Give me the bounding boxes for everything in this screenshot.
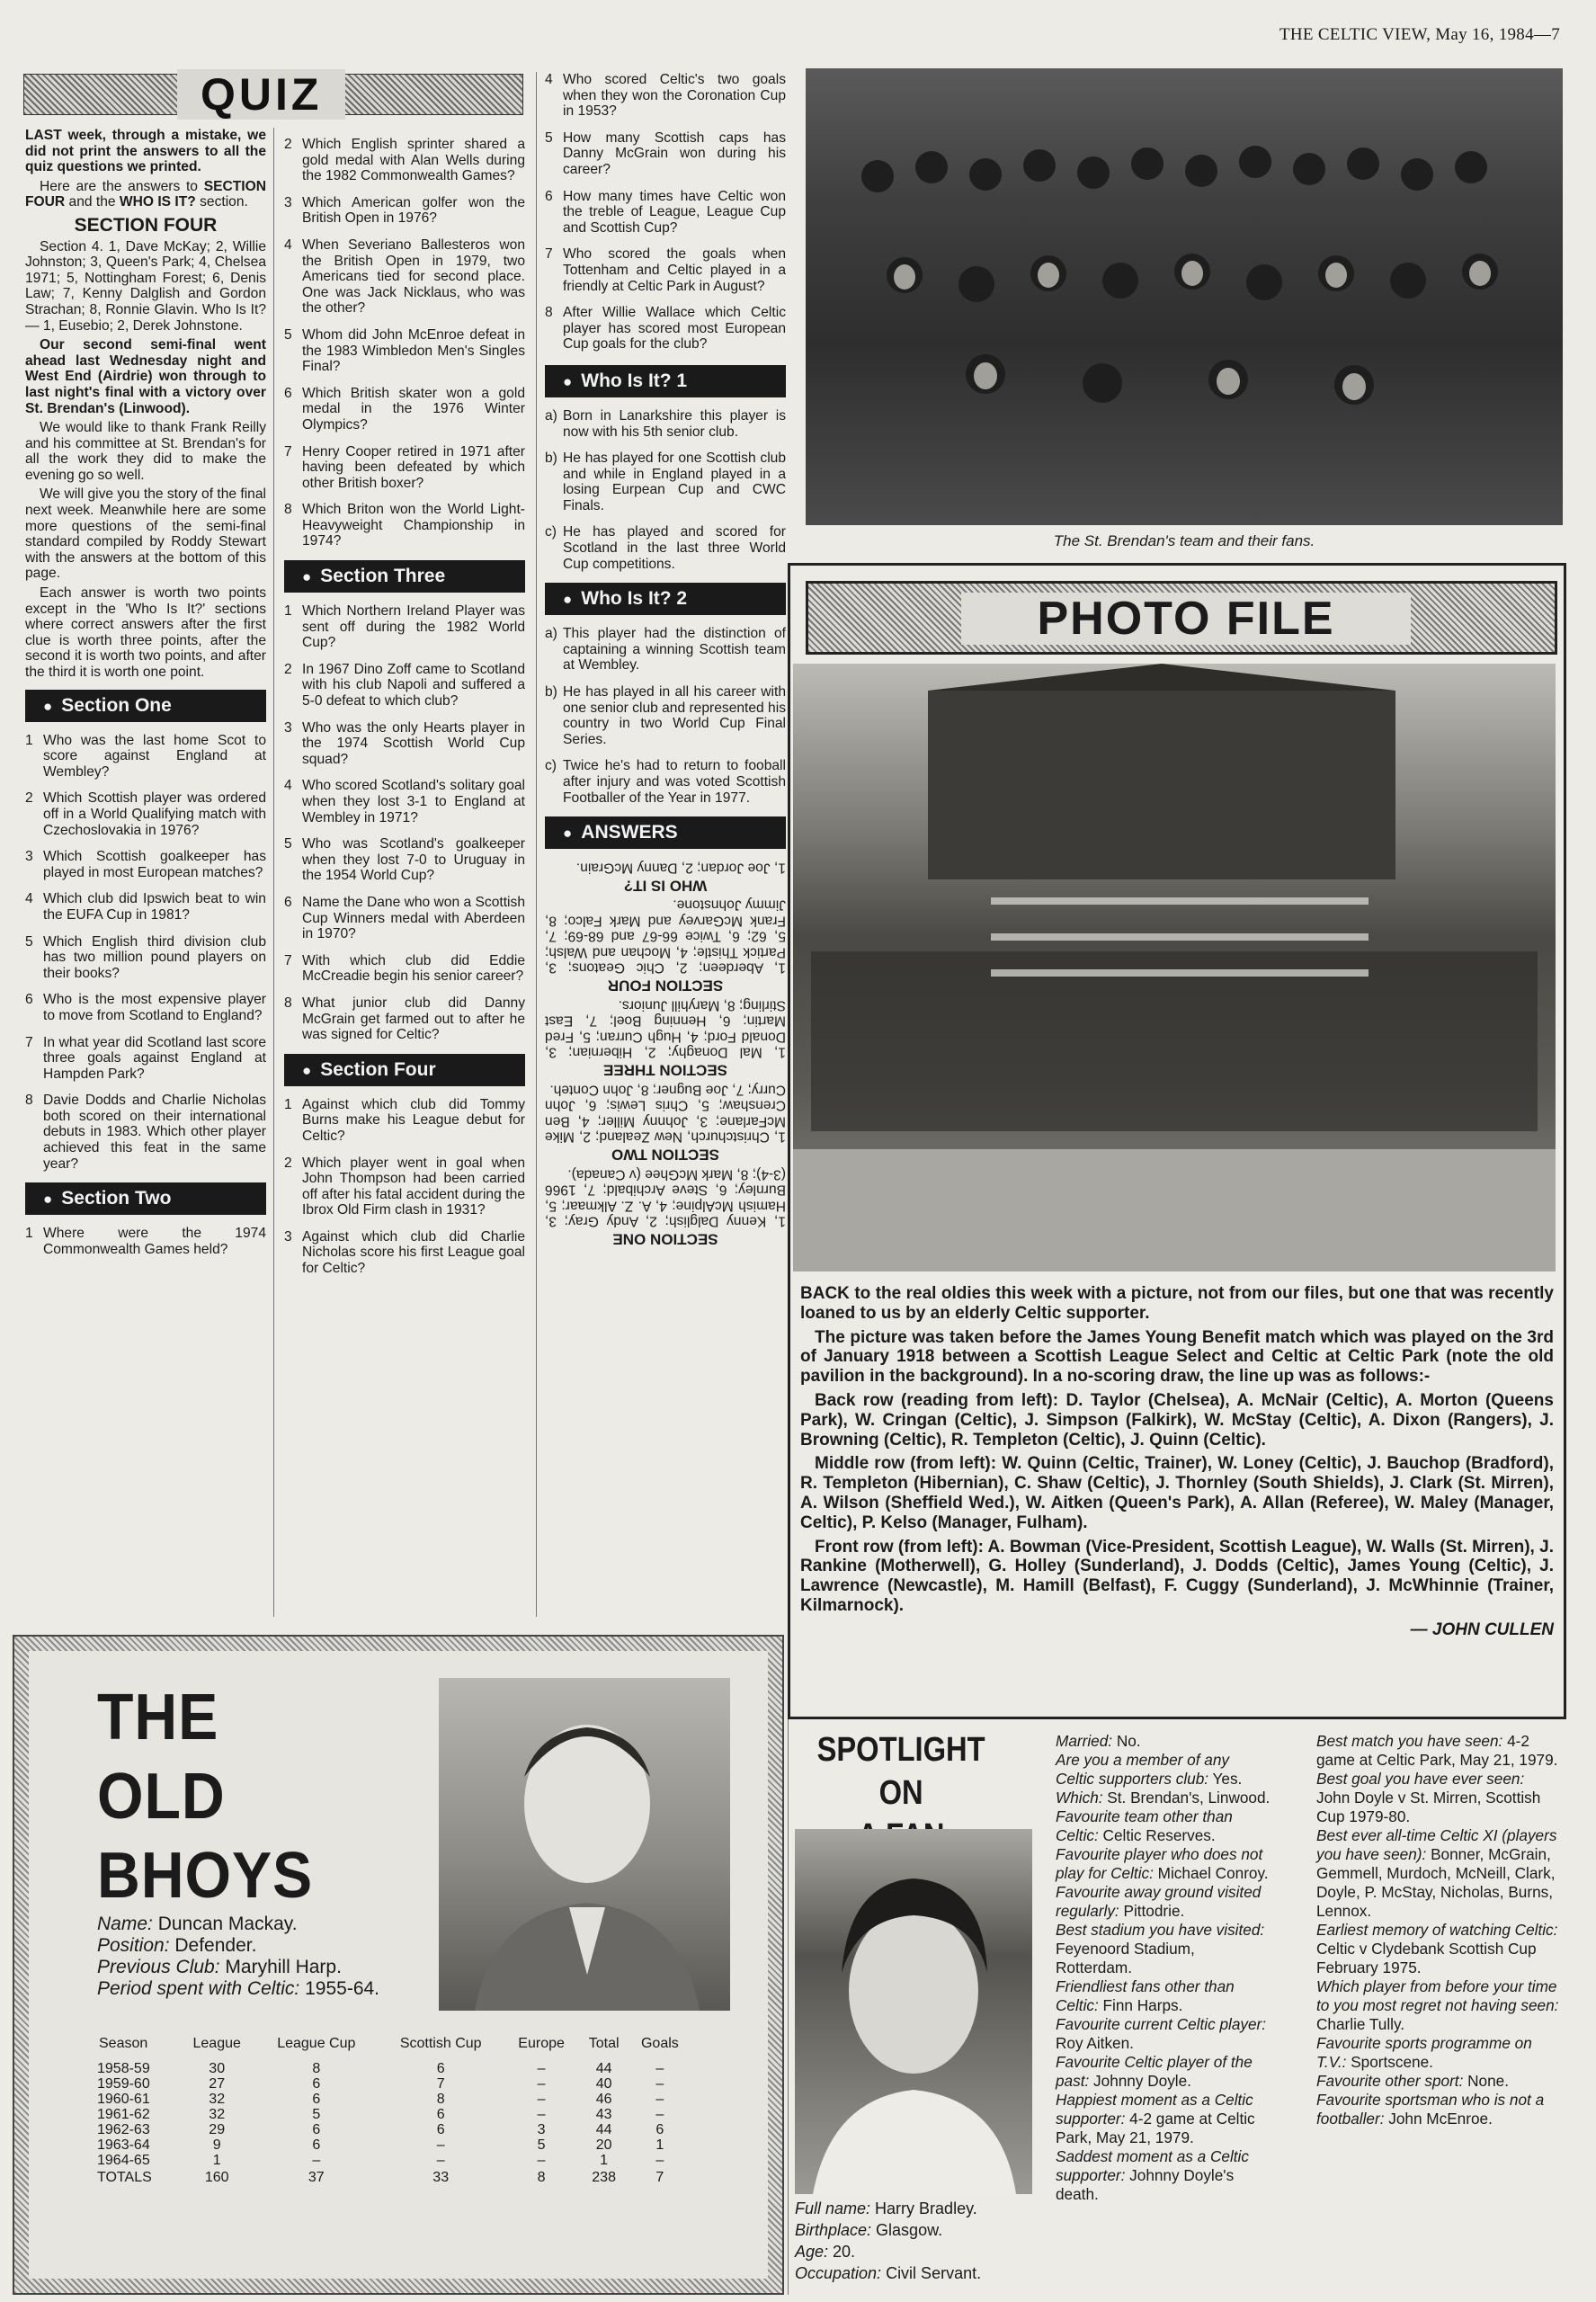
section-four-answers: Section 4. 1, Dave McKay; 2, Willie Johnston; 3, Queen's Park; 4, Chelsea 1971; 5, Nottingham Forest; 6, Denis Law; 7, Kenny Dalglish and Gordon Strachan; 8, Ronnie Glavin. Who Is It? — 1, Eusebio; 2, Derek Johnstone.	[25, 238, 266, 334]
quiz-question: 6 Name the Dane who won a Scottish Cup Winners medal with Aberdeen in 1970?	[284, 894, 525, 942]
quiz-question: 2 Which player went in goal when John Thompson had been carried off after his fatal accident during the Ibrox Old Firm clash in 1931?	[284, 1155, 525, 1218]
quiz-question: 7 With which club did Eddie McCreadie begin his senior career?	[284, 952, 525, 985]
stats-cell: –	[655, 2092, 664, 2107]
team-photo-caption: The St. Brendan's team and their fans.	[1053, 532, 1315, 549]
stats-cell: –	[537, 2076, 546, 2092]
thanks-text: We would like to thank Frank Reilly and his committee at St. Brendan's for all the work they did to make the evening go so well.	[25, 420, 266, 483]
team-photo	[806, 68, 1563, 525]
stats-total-cell: 8	[537, 2170, 546, 2185]
quiz-intro-2: Here are the answers to SECTION FOUR and the WHO IS IT? section.	[25, 178, 266, 210]
points-text: Each answer is worth two points except in the 'Who Is It?' sections where correct answers after the first clue is worth three points, after the second it is worth two points, and after the third it is worth one point.	[25, 585, 266, 680]
quiz-question: 4 Who scored Celtic's two goals when they won the Coronation Cup in 1953?	[545, 72, 786, 120]
answers-bar: ● ANSWERS	[545, 816, 786, 849]
stats-total-cell: 33	[432, 2170, 450, 2185]
photo-file-banner	[806, 581, 1557, 655]
fan-age: Age: 20.	[795, 2243, 856, 2261]
stats-cell: 40	[595, 2076, 612, 2092]
stats-cell: –	[655, 2061, 664, 2076]
quiz-question: 2 In 1967 Dino Zoff came to Scotland with his club Napoli and suffered a 5-0 defeat to which club?	[284, 661, 525, 709]
quiz-column-2	[284, 137, 525, 1288]
quiz-question: 1 Which Northern Ireland Player was sent off during the 1982 World Cup?	[284, 603, 525, 651]
historic-team-photo-figures	[793, 664, 1556, 1271]
fan-qa-item: Best stadium you have visited: Feyenoord Stadium, Rotterdam.	[1056, 1921, 1265, 1976]
player-portrait	[439, 1678, 730, 2011]
stats-cell: 43	[595, 2107, 612, 2122]
stats-cell: 30	[209, 2061, 226, 2076]
answers-who-is-it: 1, Joe Jordan; 2, Danny McGrain.	[575, 860, 786, 876]
quiz-question: 1 Where were the 1974 Commonwealth Games held?	[25, 1226, 266, 1257]
stats-cell: –	[537, 2061, 546, 2076]
answers-upside-down	[545, 860, 786, 1247]
team-photo-figures	[806, 68, 1563, 525]
quiz-banner	[23, 69, 523, 120]
stats-header-cell: Scottish Cup	[399, 2036, 482, 2051]
stats-header-cell: Season	[99, 2036, 148, 2051]
fan-qa-item: Favourite current Celtic player: Roy Aitken.	[1056, 2015, 1267, 2052]
stats-cell: –	[655, 2153, 664, 2168]
quiz-question: 7 Who scored the goals when Tottenham and Celtic played in a friendly at Celtic Park in August?	[545, 246, 786, 294]
stats-cell: 7	[436, 2076, 445, 2092]
stats-total-cell: 238	[592, 2170, 616, 2185]
quiz-question: 8 What junior club did Danny McGrain get farmed out to after he was signed for Celtic?	[284, 995, 525, 1043]
fan-qa-item: Which: St. Brendan's, Linwood.	[1056, 1789, 1271, 1807]
old-bhoys-title: THE OLD BHOYS	[97, 1682, 314, 1912]
stats-cell: 32	[209, 2092, 226, 2107]
fan-qa-item: Favourite other sport: None.	[1316, 2072, 1509, 2090]
quiz-title: QUIZ	[177, 69, 345, 120]
quiz-question: 7 Henry Cooper retired in 1971 after having been defeated by which other British boxer?	[284, 443, 525, 491]
section-one-bar: ● Section One	[25, 690, 266, 722]
stats-cell: 1	[655, 2137, 664, 2153]
quiz-intro: LAST week, through a mistake, we did not print the answers to all the quiz questions we printed.	[25, 128, 266, 175]
stats-cell: 6	[312, 2137, 321, 2153]
stats-cell: 32	[209, 2107, 226, 2122]
fan-full-name: Full name: Harry Bradley.	[795, 2199, 977, 2217]
stats-total-cell: TOTALS	[97, 2170, 152, 2185]
section-four-answers-heading: SECTION FOUR	[74, 214, 218, 236]
quiz-question: b) He has played for one Scottish club and while in England played in a losing Eurpean Cup and CWC Finals.	[545, 451, 786, 513]
section-four-bar: ● Section Four	[284, 1054, 525, 1086]
stats-cell: –	[537, 2153, 546, 2168]
section-two-list	[284, 137, 525, 549]
column-divider	[536, 72, 537, 1617]
quiz-question: 4 When Severiano Ballesteros won the British Open in 1979, two Americans tied for second place. One was Jack Nicklaus, who was the other?	[284, 236, 525, 317]
stats-header-cell: Total	[588, 2036, 620, 2051]
fan-qa-item: Favourite team other than Celtic: Celtic Reserves.	[1056, 1807, 1233, 1844]
stats-cell: 1962-63	[97, 2122, 150, 2137]
stats-cell: 6	[436, 2061, 445, 2076]
quiz-question: 2 Which Scottish player was ordered off in a World Qualifying match with Czechoslovakia in 1976?	[25, 790, 266, 838]
fan-portrait-figure	[795, 1829, 1032, 2194]
stats-cell: 6	[655, 2122, 664, 2137]
quiz-question: 4 Which club did Ipswich beat to win the EUFA Cup in 1981?	[25, 891, 266, 923]
stats-cell: 46	[595, 2092, 612, 2107]
story-text: We will give you the story of the final next week. Meanwhile here are some more questions of the semi-final standard compiled by Roddy Stewart with the answers at the bottom of this page.	[25, 486, 266, 582]
quiz-question: c) Twice he's had to return to fooball after injury and was voted Scottish Footballer of the Year in 1977.	[545, 758, 786, 806]
semi-final-text: Our second semi-final went ahead last Wednesday night and West End (Airdrie) won through to last night's final with a victory over St. Brendan's (Linwood).	[25, 337, 266, 416]
who-is-it-1-list	[545, 408, 786, 572]
player-position: Position: Defender.	[97, 1935, 257, 1956]
player-portrait-figure	[439, 1678, 730, 2011]
fan-birthplace: Birthplace: Glasgow.	[795, 2221, 943, 2239]
stats-cell: 6	[436, 2122, 445, 2137]
quiz-question: c) He has played and scored for Scotland in the last three World Cup competitions.	[545, 524, 786, 572]
section-four-list	[284, 1097, 525, 1277]
fan-qa-item: Favourite sports programme on T.V.: Sportscene.	[1316, 2034, 1532, 2071]
stats-cell: –	[312, 2153, 321, 2168]
fan-answers-column-2	[1316, 1732, 1559, 2128]
stats-header-cell: Goals	[640, 2036, 679, 2051]
answers-who-is-it-heading: WHO IS IT?	[623, 877, 708, 895]
stats-cell: 1	[600, 2153, 609, 2168]
fan-qa-item: Which player from before your time to you most regret not having seen: Charlie Tully.	[1316, 1977, 1559, 2033]
stats-cell: 1963-64	[97, 2137, 150, 2153]
answers-section-three: 1, Mal Donaghy; 2, Hibernian; 3, Donald Ford; 4, Hugh Curran; 5, Fred Martin; 6, Henning Boel; 7, East Stirling; 8, Maryhill Juniors.	[545, 997, 786, 1061]
quiz-question: 2 Which English sprinter shared a gold medal with Alan Wells during the 1982 Commonwealth Games?	[284, 137, 525, 184]
fan-details	[795, 2198, 981, 2284]
stats-total-cell: 7	[655, 2170, 664, 2185]
quiz-question: 8 After Willie Wallace which Celtic player has scored most European Cup goals for the club?	[545, 305, 786, 352]
stats-cell: –	[436, 2137, 445, 2153]
section-four-list-continued	[545, 72, 786, 352]
stats-total-row	[97, 2168, 691, 2185]
stats-row	[97, 2122, 691, 2137]
fan-answers-column-1	[1056, 1732, 1271, 2204]
answers-section-three-heading: SECTION THREE	[603, 1061, 727, 1079]
section-three-bar: ● Section Three	[284, 560, 525, 593]
quiz-column-3	[545, 72, 786, 1251]
section-three-list	[284, 603, 525, 1043]
stats-row	[97, 2061, 691, 2076]
photo-file-title: PHOTO FILE	[961, 593, 1411, 645]
stats-cell: 6	[312, 2092, 321, 2107]
fan-qa-item: Married: No.	[1056, 1732, 1141, 1750]
column-divider	[273, 128, 274, 1617]
answers-section-one-heading: SECTION ONE	[612, 1230, 718, 1248]
stats-row	[97, 2107, 691, 2122]
player-name: Name: Duncan Mackay.	[97, 1914, 298, 1934]
stats-cell: 3	[537, 2122, 546, 2137]
player-previous-club: Previous Club: Maryhill Harp.	[97, 1957, 342, 1977]
stats-cell: –	[537, 2107, 546, 2122]
answers-section-one: 1, Kenny Dalglish; 2, Andy Gray; 3, Hamish McAlpine; 4, A. Z. Alkmaar; 5, Burnley; 6, Steve Archibald; 7, 1966 (3-4); 8, Mark McGhee (v Canada).	[545, 1166, 786, 1230]
stats-cell: –	[436, 2153, 445, 2168]
stats-cell: –	[537, 2092, 546, 2107]
stats-cell: 1959-60	[97, 2076, 150, 2092]
fan-qa-item: Favourite away ground visited regularly: Pittodrie.	[1056, 1883, 1262, 1920]
fan-qa-item: Favourite player who does not play for Celtic: Michael Conroy.	[1056, 1845, 1269, 1882]
stats-cell: 6	[436, 2107, 445, 2122]
stats-cell: 1958-59	[97, 2061, 150, 2076]
quiz-question: 3 Which American golfer won the British Open in 1976?	[284, 194, 525, 227]
quiz-question: 3 Who was the only Hearts player in the 1974 Scottish World Cup squad?	[284, 719, 525, 767]
quiz-question: 1 Who was the last home Scot to score against England at Wembley?	[25, 732, 266, 780]
stats-cell: 1964-65	[97, 2153, 150, 2168]
who-is-it-2-bar: ● Who Is It? 2	[545, 583, 786, 615]
section-two-list-start	[25, 1226, 266, 1257]
stats-cell: 6	[312, 2076, 321, 2092]
photo-file-intro: BACK to the real oldies this week with a picture, not from our files, but one that was recently loaned to us by an elderly Celtic supporter.	[800, 1284, 1554, 1323]
photo-file-middle-row: Middle row (from left): W. Quinn (Celtic, Trainer), W. Loney (Celtic), J. Bauchop (Bradford), R. Templeton (Hibernian), C. Shaw (Celtic), J. Thornley (South Shields), J. Clark (St. Mirren), A. Wilson (Sheffield Wed.), W. Aitken (Queen's Park), A. Allan (Referee), W. Maley (Manager, Celtic), P. Kelso (Manager, Fulham).	[800, 1454, 1554, 1532]
photo-file-front-row: Front row (from left): A. Bowman (Vice-President, Scottish League), W. Walls (St. Mirren), J. Rankine (Motherwell), G. Holley (Sunderland), J. Dodds (Celtic), James Young (Celtic), J. Lawrence (Newcastle), M. Hamill (Belfast), F. Cuggy (Sunderland), J. McWhinnie (Trainer, Kilmarnock).	[800, 1537, 1554, 1615]
quiz-question: 7 In what year did Scotland last score three goals against England at Hampden Park?	[25, 1034, 266, 1082]
section-one-list	[25, 733, 266, 1173]
who-is-it-2-list	[545, 626, 786, 806]
stats-cell: 1	[212, 2153, 221, 2168]
stats-cell: 27	[209, 2076, 226, 2092]
stats-row	[97, 2137, 691, 2153]
stats-cell: 44	[595, 2061, 612, 2076]
fan-portrait	[795, 1829, 1032, 2194]
fan-qa-item: Best ever all-time Celtic XI (players you have seen): Bonner, McGrain, Gemmell, Murdoch, McNeill, Clark, Doyle, P. McStay, Nicholas, Burns, Lennox.	[1316, 1826, 1557, 1920]
stats-cell: 44	[595, 2122, 612, 2137]
quiz-question: 1 Against which club did Tommy Burns make his League debut for Celtic?	[284, 1096, 525, 1144]
stats-header-cell: League	[192, 2036, 241, 2051]
stats-total-cell: 160	[204, 2170, 229, 2185]
stats-cell: 9	[212, 2137, 221, 2153]
fan-qa-item: Are you a member of any Celtic supporters club: Yes.	[1056, 1751, 1243, 1788]
fan-occupation: Occupation: Civil Servant.	[795, 2264, 982, 2282]
quiz-question: 5 Which English third division club has two million pound players on their books?	[25, 933, 266, 981]
fan-qa-item: Happiest moment as a Celtic supporter: 4-2 game at Celtic Park, May 21, 1979.	[1056, 2091, 1255, 2146]
masthead: THE CELTIC VIEW, May 16, 1984—7	[1279, 25, 1560, 44]
stats-cell: 29	[209, 2122, 226, 2137]
quiz-question: 6 Which British skater won a gold medal in the 1976 Winter Olympics?	[284, 385, 525, 433]
stats-row	[97, 2153, 691, 2168]
fan-qa-item: Friendliest fans other than Celtic: Finn Harps.	[1056, 1977, 1235, 2014]
quiz-question: 6 Who is the most expensive player to move from Scotland to England?	[25, 992, 266, 1023]
stats-cell: 6	[312, 2122, 321, 2137]
stats-row	[97, 2076, 691, 2092]
quiz-question: a) Born in Lanarkshire this player is now with his 5th senior club.	[545, 407, 786, 440]
player-info	[97, 1914, 379, 2000]
who-is-it-1-bar: ● Who Is It? 1	[545, 365, 786, 397]
historic-team-photo	[793, 664, 1556, 1271]
quiz-question: 3 Which Scottish goalkeeper has played in most European matches?	[25, 849, 266, 880]
quiz-question: b) He has played in all his career with one senior club and represented his country in two World Cup Final Series.	[545, 684, 786, 747]
player-period: Period spent with Celtic: 1955-64.	[97, 1978, 380, 1999]
stats-total-cell: 37	[308, 2170, 325, 2185]
photo-file-back-row: Back row (reading from left): D. Taylor (Chelsea), A. McNair (Celtic), A. Morton (Queens Park), W. Cringan (Celtic), J. Simpson (Falkirk), W. McStay (Celtic), A. Dixon (Rangers), J. Browning (Celtic), R. Templeton (Celtic), J. Quinn (Celtic).	[800, 1390, 1554, 1450]
stats-cell: –	[655, 2107, 664, 2122]
stats-cell: 1960-61	[97, 2092, 150, 2107]
photo-file-byline: — JOHN CULLEN	[1410, 1619, 1554, 1639]
answers-section-two-heading: SECTION TWO	[611, 1146, 719, 1164]
stats-header-row	[97, 2036, 691, 2061]
stats-cell: 5	[312, 2107, 321, 2122]
fan-qa-item: Earliest memory of watching Celtic: Celtic v Clydebank Scottish Cup February 1975.	[1316, 1921, 1558, 1976]
stats-header-cell: Europe	[518, 2036, 565, 2051]
section-two-bar: ● Section Two	[25, 1182, 266, 1215]
fan-qa-item: Best match you have seen: 4-2 game at Celtic Park, May 21, 1979.	[1316, 1732, 1558, 1769]
fan-qa-item: Best goal you have ever seen: John Doyle v St. Mirren, Scottish Cup 1979-80.	[1316, 1770, 1541, 1825]
photo-file-text	[800, 1284, 1554, 1645]
quiz-question: 4 Who scored Scotland's solitary goal when they lost 3-1 to England at Wembley in 1971?	[284, 778, 525, 825]
stats-cell: 8	[312, 2061, 321, 2076]
stats-cell: 8	[436, 2092, 445, 2107]
photo-file-context: The picture was taken before the James Young Benefit match which was played on the 3rd of January 1918 between a Scottish League Select and Celtic at Celtic Park (note the old pavilion in the background). In a no-scoring draw, the line up was as follows:-	[800, 1327, 1554, 1387]
quiz-question: 6 How many times have Celtic won the treble of League, League Cup and Scottish Cup?	[545, 188, 786, 236]
stats-header-cell: League Cup	[277, 2036, 356, 2051]
answers-section-four: 1, Aberdeen; 2, Chic Geatons; 3, Partick Thistle; 4, Mochan and Walsh; 5, 62; 6, Twice 66-67 and 68-69; 7, Frank McGarvey and Mark Falco; 8, Jimmy Johnstone.	[545, 897, 786, 977]
quiz-question: 5 Who was Scotland's goalkeeper when they lost 7-0 to Uruguay in the 1954 World Cup?	[284, 836, 525, 884]
quiz-question: 8 Davie Dodds and Charlie Nicholas both scored on their international debuts in 1983. Which other player achieved this feat in the same year?	[25, 1093, 266, 1172]
stats-cell: 1961-62	[97, 2107, 150, 2122]
stats-cell: 5	[537, 2137, 546, 2153]
spotlight-title: SPOTLIGHT ON	[816, 1731, 985, 1812]
stats-cell: 20	[595, 2137, 612, 2153]
fan-qa-item: Favourite sportsman who is not a footballer: John McEnroe.	[1316, 2091, 1545, 2128]
stats-cell: –	[655, 2076, 664, 2092]
quiz-question: 8 Which Briton won the World Light-Heavyweight Championship in 1974?	[284, 502, 525, 549]
quiz-column-1	[25, 128, 266, 1268]
player-stats-table	[97, 2036, 691, 2185]
quiz-question: 5 How many Scottish caps has Danny McGrain won during his career?	[545, 129, 786, 177]
quiz-question: 5 Whom did John McEnroe defeat in the 1983 Wimbledon Men's Singles Final?	[284, 326, 525, 375]
fan-qa-item: Saddest moment as a Celtic supporter: Johnny Doyle's death.	[1056, 2147, 1249, 2203]
answers-section-four-heading: SECTION FOUR	[607, 977, 724, 995]
quiz-question: 3 Against which club did Charlie Nicholas score his first League goal for Celtic?	[284, 1228, 525, 1277]
stats-row	[97, 2092, 691, 2107]
fan-qa-item: Favourite Celtic player of the past: Johnny Doyle.	[1056, 2053, 1253, 2090]
answers-section-two: 1, Christchurch, New Zealand; 2, Mike McFarlane; 3, Johnny Miller; 4, Ben Crenshaw; 5, Chris Lewis; 6, John Curry; 7, Joe Bugner; 8, John Conteh.	[545, 1082, 786, 1146]
column-divider	[788, 1719, 789, 2295]
quiz-question: a) This player had the distinction of captaining a winning Scottish team at Wembley.	[545, 626, 786, 674]
